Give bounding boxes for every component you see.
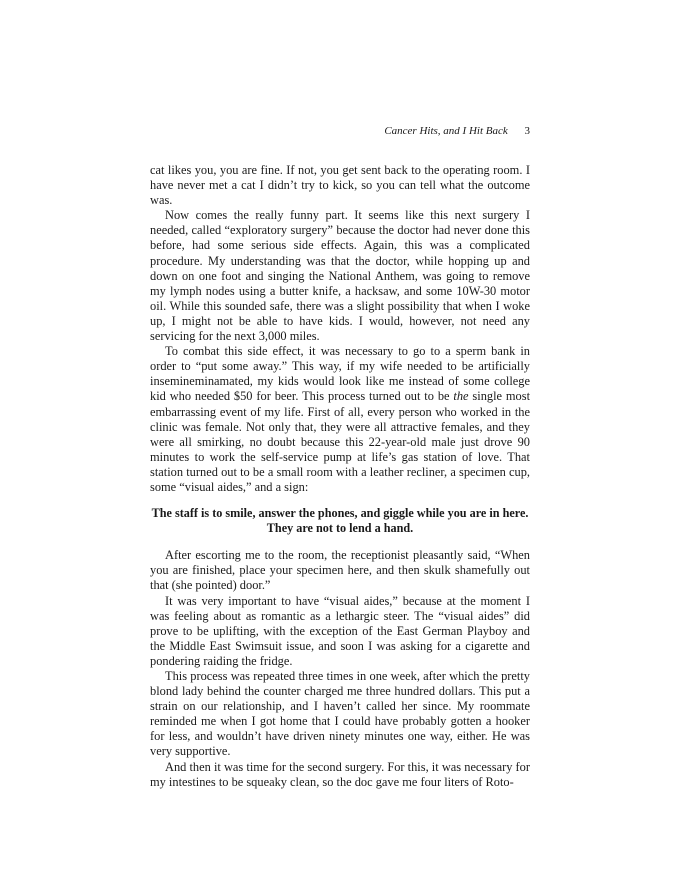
running-title: Cancer Hits, and I Hit Back (384, 125, 508, 137)
paragraph-3-emphasis: the (453, 389, 469, 404)
paragraph-7: And then it was time for the second surgery. For this, it was necessary for my intestines to be squeaky clean, so the doc gave me four liters of Roto- (150, 759, 530, 789)
paragraph-6: This process was repeated three times in one week, after which the pretty blond lady behind the counter charged me three hundred dollars. This put a strain on our relationship, and I haven’t called her since. My roommate reminded me when I got home that I could have probably gotten a hooker for less, and wouldn’t have driven ninety minutes one way, either. He was very supportive. (150, 669, 530, 759)
sign-callout (150, 506, 530, 536)
body-text (150, 163, 530, 790)
paragraph-3 (150, 344, 530, 495)
page-number: 3 (524, 125, 530, 137)
paragraph-3-part-2: single most embarrassing event of my life. First of all, every person who worked in the clinic was female. Not only that, they were all attractive females, and they were all smirking, no doubt because this 22-year-old male just drove 90 minutes to work the self-service pump at life’s gas station of love. That station turned out to be a small room with a leather recliner, a specimen cup, some “visual aides,” and a sign: (150, 389, 531, 494)
sign-line-2: They are not to lend a hand. (266, 521, 414, 536)
paragraph-3-part-1: To combat this side effect, it was necessary to go to a sperm bank in order to “put some away.” This way, if my wife needed to be artificially insemineminamated, my kids would look like me instead of some college kid who needed $50 for beer. This process turned out to be (150, 344, 530, 404)
paragraph-5: It was very important to have “visual aides,” because at the moment I was feeling about as romantic as a lethargic steer. The “visual aides” did prove to be uplifting, with the exception of the East German Playboy and the Middle East Swimsuit issue, and soon I was asking for a cigarette and pondering raiding the fridge. (150, 593, 530, 668)
paragraph-4: After escorting me to the room, the receptionist pleasantly said, “When you are finished, place your specimen here, and then skulk shamefully out that (she pointed) door.” (150, 548, 530, 593)
paragraph-1: cat likes you, you are fine. If not, you get sent back to the operating room. I have never met a cat I didn’t try to kick, so you can tell what the outcome was. (150, 163, 530, 208)
paragraph-2: Now comes the really funny part. It seems like this next surgery I needed, called “exploratory surgery” because the doctor had never done this before, had some serious side effects. Again, this was a complicated procedure. My understanding was that the doctor, while hopping up and down on one foot and singing the National Anthem, was going to remove my lymph nodes using a butter knife, a hacksaw, and some 10W-30 motor oil. While this sounded safe, there was a slight possibility that when I woke up, I might not be able to have kids. I would, however, not need any servicing for the next 3,000 miles. (150, 208, 530, 344)
sign-line-1: The staff is to smile, answer the phones, and giggle while you are in here. (151, 506, 529, 521)
running-header (150, 124, 530, 138)
